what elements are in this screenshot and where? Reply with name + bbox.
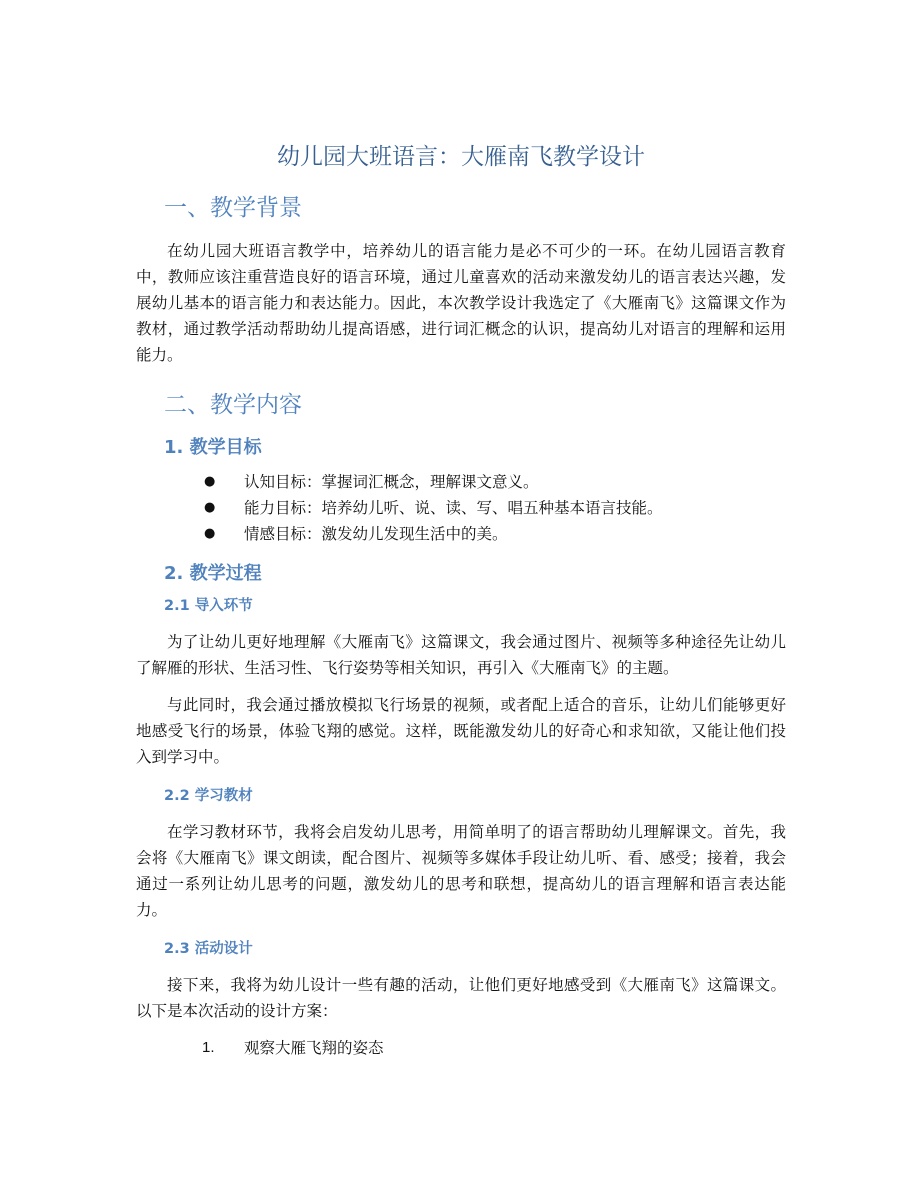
study-paragraph: 在学习教材环节，我将会启发幼儿思考，用简单明了的语言帮助幼儿理解课文。首先，我会将《大雁南飞》课文朗读，配合图片、视频等多媒体手段让幼儿听、看、感受；接着，我会通过一系列让幼儿思考的问题，激发幼儿的思考和联想，提高幼儿的语言理解和语言表达能力。: [136, 823, 786, 919]
activity-paragraph: 接下来，我将为幼儿设计一些有趣的活动，让他们更好地感受到《大雁南飞》这篇课文。以下是本次活动的设计方案：: [136, 976, 786, 1020]
background-paragraph: 在幼儿园大班语言教学中，培养幼儿的语言能力是必不可少的一环。在幼儿园语言教育中，教师应该注重营造良好的语言环境，通过儿童喜欢的活动来激发幼儿的语言表达兴趣，发展幼儿基本的语言能力和表达能力。因此，本次教学设计我选定了《大雁南飞》这篇课文作为教材，通过教学活动帮助幼儿提高语感，进行词汇概念的认识，提高幼儿对语言的理解和运用能力。: [136, 242, 786, 364]
bullet-icon: ●: [204, 526, 216, 541]
step-heading-activity: 2.3 活动设计: [164, 941, 253, 957]
subsection-heading-process: 2. 教学过程: [164, 563, 262, 584]
subsection-heading-goals: 1. 教学目标: [164, 437, 262, 458]
goal-text: 能力目标：培养幼儿听、说、读、写、唱五种基本语言技能。: [244, 499, 663, 517]
list-item: [136, 521, 786, 547]
bullet-icon: ●: [204, 474, 216, 489]
document-content: [136, 140, 786, 1075]
list-item: [136, 469, 786, 495]
section-heading-content: 二、教学内容: [164, 392, 302, 418]
goal-text: 情感目标：激发幼儿发现生活中的美。: [244, 525, 508, 543]
goals-list: [136, 469, 786, 547]
goal-text: 认知目标：掌握词汇概念，理解课文意义。: [244, 473, 539, 491]
step-heading-study: 2.2 学习教材: [164, 788, 253, 804]
section-heading-background: 一、教学背景: [164, 195, 302, 221]
list-number: 1.: [202, 1039, 215, 1056]
step-heading-intro: 2.1 导入环节: [164, 598, 253, 614]
intro-paragraph-1: 为了让幼儿更好地理解《大雁南飞》这篇课文，我会通过图片、视频等多种途径先让幼儿了解雁的形状、生活习性、飞行姿势等相关知识，再引入《大雁南飞》的主题。: [136, 633, 786, 677]
bullet-icon: ●: [204, 500, 216, 515]
activity-text: 观察大雁飞翔的姿态: [244, 1039, 384, 1057]
intro-paragraph-2: 与此同时，我会通过播放模拟飞行场景的视频，或者配上适合的音乐，让幼儿们能够更好地感受飞行的场景，体验飞翔的感觉。这样，既能激发幼儿的好奇心和求知欲，又能让他们投入到学习中。: [136, 696, 786, 766]
list-item: [136, 1035, 786, 1061]
list-item: [136, 495, 786, 521]
activity-list: [136, 1035, 786, 1061]
document-title: 幼儿园大班语言：大雁南飞教学设计: [277, 144, 645, 170]
